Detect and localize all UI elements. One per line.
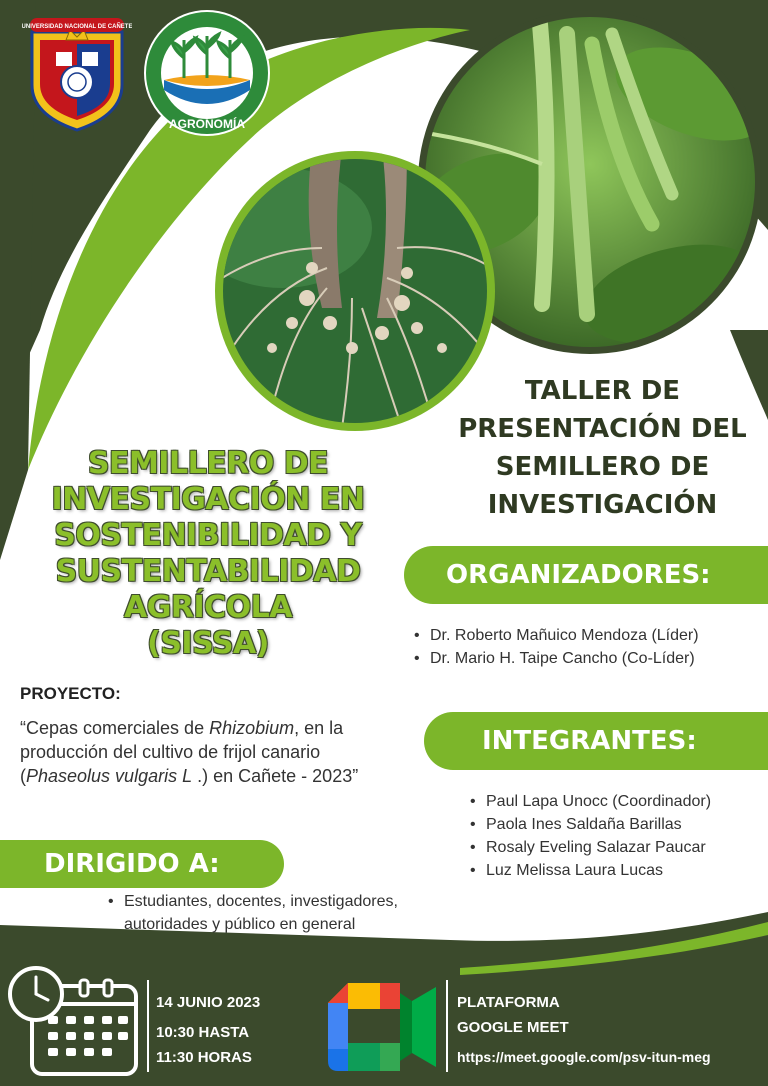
- list-item: • Estudiantes, docentes, investigadores, autoridades y público en general: [104, 890, 454, 936]
- google-meet-icon: [328, 983, 438, 1071]
- project-label: PROYECTO:: [20, 684, 121, 703]
- footer-divider-left: [147, 980, 149, 1072]
- event-title-line: SEMILLERO DE: [495, 452, 710, 482]
- audience-heading: DIRIGIDO A:: [44, 849, 220, 879]
- platform-label: PLATAFORMA: [457, 994, 560, 1011]
- list-item: • Rosaly Eveling Salazar Paucar: [466, 836, 711, 859]
- organizers-heading-pill: [404, 546, 768, 604]
- main-title: [18, 446, 398, 662]
- list-item: • Paul Lapa Unocc (Coordinador): [466, 790, 711, 813]
- list-item: • Dr. Roberto Mañuico Mendoza (Líder): [410, 624, 699, 647]
- calendar-clock-icon: [6, 962, 140, 1080]
- members-list: [466, 790, 711, 882]
- main-title-line: INVESTIGACIÓN EN: [51, 482, 365, 517]
- event-title-line: PRESENTACIÓN DEL: [458, 414, 747, 444]
- main-title-line: (SISSA): [147, 626, 269, 661]
- event-date: 14 JUNIO 2023: [156, 994, 261, 1011]
- event-schedule: [156, 990, 260, 1070]
- list-item: • Luz Melissa Laura Lucas: [466, 859, 711, 882]
- event-time-start: 10:30 HASTA: [156, 1024, 250, 1041]
- list-item: • Dr. Mario H. Taipe Cancho (Co-Líder): [410, 647, 699, 670]
- main-title-line: SEMILLERO DE: [87, 446, 329, 481]
- project-text: , en la producción del cultivo de frijol canario (: [20, 718, 344, 786]
- audience-heading-pill: [0, 840, 284, 888]
- project-text: .) en Cañete - 2023”: [192, 766, 359, 786]
- meeting-url[interactable]: https://meet.google.com/psv-itun-meg: [457, 1049, 711, 1065]
- event-title: [440, 372, 765, 524]
- main-title-line: SUSTENTABILIDAD: [55, 554, 361, 589]
- platform-name: GOOGLE MEET: [457, 1019, 569, 1036]
- audience-list: [104, 890, 454, 936]
- university-logo: [22, 10, 132, 135]
- agronomia-logo-text: AGRONOMÍA: [169, 117, 245, 131]
- event-title-line: INVESTIGACIÓN: [487, 490, 718, 520]
- footer-divider-right: [446, 980, 448, 1072]
- main-title-line: AGRÍCOLA: [124, 590, 292, 625]
- organizers-list: [410, 624, 699, 670]
- university-logo-text: UNIVERSIDAD NACIONAL DE CAÑETE: [22, 24, 132, 30]
- members-heading: INTEGRANTES:: [482, 726, 697, 756]
- main-title-line: SOSTENIBILIDAD Y: [54, 518, 362, 553]
- event-title-line: TALLER DE: [524, 376, 681, 406]
- project-description: [20, 716, 400, 788]
- agronomia-logo: [142, 8, 272, 138]
- organizers-heading: ORGANIZADORES:: [446, 560, 711, 590]
- project-text-italic: Phaseolus vulgaris L: [26, 766, 193, 786]
- event-time-end: 11:30 HORAS: [156, 1049, 252, 1066]
- members-heading-pill: [424, 712, 768, 770]
- project-text: “Cepas comerciales de: [20, 718, 210, 738]
- list-item: • Paola Ines Saldaña Barillas: [466, 813, 711, 836]
- project-text-italic: Rhizobium: [209, 718, 295, 738]
- platform-info: [457, 990, 711, 1070]
